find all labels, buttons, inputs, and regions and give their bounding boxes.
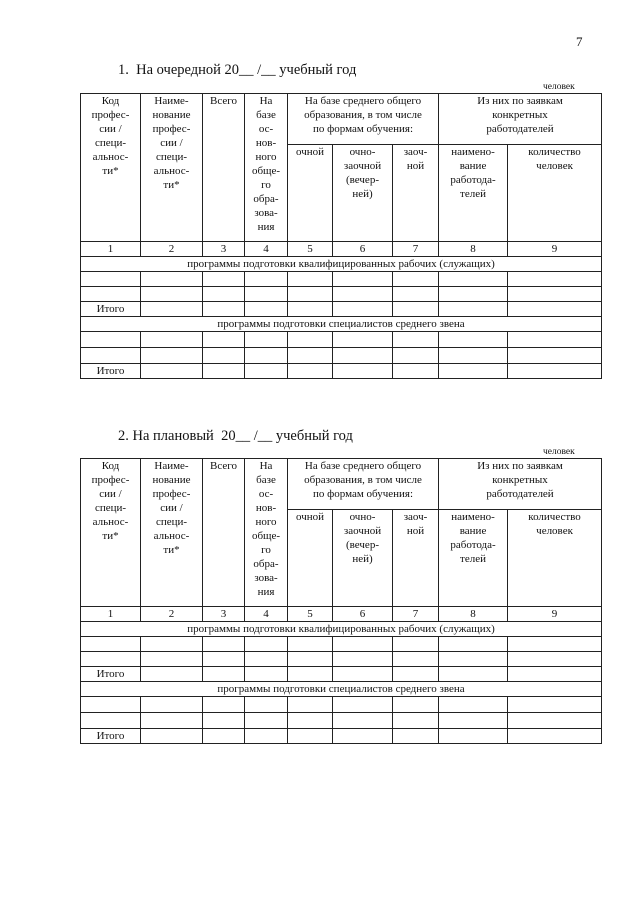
column-number: 1 <box>81 607 141 622</box>
header-text-line: наимено- <box>451 511 495 523</box>
section-1-table <box>80 93 602 379</box>
header-employer-requests <box>439 94 602 145</box>
header-text-line: альнос- <box>153 530 190 542</box>
header-text-line: человек <box>536 160 573 172</box>
programs-specialists-label: программы подготовки специалистов среднего звена <box>81 682 602 697</box>
header-text-line: образования, в том числе <box>304 109 422 121</box>
header-text-line: сии / <box>160 502 183 514</box>
header-text-line: работода- <box>450 539 496 551</box>
header-secondary-education <box>288 459 439 510</box>
header-text-line: образования, в том числе <box>304 474 422 486</box>
column-number: 5 <box>288 242 333 257</box>
header-text-line: профес- <box>152 123 191 135</box>
total-label: Итого <box>81 302 141 317</box>
header-employer-name <box>439 145 508 242</box>
header-text-line: вание <box>459 160 487 172</box>
programs-workers-label: программы подготовки квалифицированных рабочих (служащих) <box>81 622 602 637</box>
column-number: 6 <box>333 607 393 622</box>
header-text-line: ос- <box>258 123 274 135</box>
header-text-line: заочной <box>343 525 382 537</box>
header-text-line: вание <box>459 525 487 537</box>
header-text-line: зова- <box>254 207 278 219</box>
column-number: 2 <box>141 242 203 257</box>
header-text-line: нов- <box>255 502 277 514</box>
empty-row <box>81 287 602 302</box>
header-text-line: Код <box>101 95 120 107</box>
header-text-line: конкретных <box>492 109 548 121</box>
total-label: Итого <box>81 667 141 682</box>
header-employer-name <box>439 510 508 607</box>
header-text-line: го <box>261 179 271 191</box>
column-number: 2 <box>141 607 203 622</box>
header-text-line: работодателей <box>486 123 554 135</box>
header-fulltime: очной <box>288 510 333 607</box>
header-text-line: конкретных <box>492 474 548 486</box>
header-basic-education <box>245 94 288 242</box>
header-text-line: обще- <box>251 165 281 177</box>
header-employer-requests <box>439 459 602 510</box>
header-text-line: телей <box>460 553 486 565</box>
header-text-line: обра- <box>253 558 279 570</box>
header-secondary-education <box>288 94 439 145</box>
header-name <box>141 459 203 607</box>
empty-row <box>81 272 602 287</box>
header-text-line: заоч- <box>403 511 428 523</box>
header-text-line: На базе среднего общего <box>304 95 422 107</box>
column-number: 1 <box>81 242 141 257</box>
empty-row <box>81 348 602 364</box>
header-text-line: ния <box>257 221 275 233</box>
header-text-line: сии / <box>160 137 183 149</box>
header-employer-count <box>508 510 602 607</box>
column-number: 9 <box>508 607 602 622</box>
header-text-line: базе <box>256 109 276 121</box>
header-code <box>81 94 141 242</box>
header-text-line: работодателей <box>486 488 554 500</box>
header-text-line: профес- <box>152 488 191 500</box>
total-label: Итого <box>81 729 141 744</box>
header-text-line: (вечер- <box>346 174 379 186</box>
header-text-line: ти* <box>163 179 180 191</box>
column-number: 6 <box>333 242 393 257</box>
header-part-time <box>333 145 393 242</box>
header-text-line: го <box>261 544 271 556</box>
total-row <box>81 302 602 317</box>
header-text-line: ти* <box>102 530 119 542</box>
column-number: 9 <box>508 242 602 257</box>
section-2-title: 2. На плановый 20__ /__ учебный год <box>118 428 353 444</box>
header-text-line: ней) <box>352 188 373 200</box>
section-2-unit-label: человек <box>543 447 575 457</box>
header-text-line: нов- <box>255 137 277 149</box>
column-number: 3 <box>203 607 245 622</box>
header-text-line: по формам обучения: <box>312 123 414 135</box>
empty-row <box>81 652 602 667</box>
column-number: 4 <box>245 607 288 622</box>
column-number: 8 <box>439 607 508 622</box>
header-text-line: альнос- <box>92 151 129 163</box>
header-text-line: базе <box>256 474 276 486</box>
header-text-line: Наиме- <box>154 460 189 472</box>
header-text-line: телей <box>460 188 486 200</box>
header-text-line: На <box>259 95 273 107</box>
header-text-line: Из них по заявкам <box>477 460 563 472</box>
column-number: 8 <box>439 242 508 257</box>
column-number: 4 <box>245 242 288 257</box>
header-text-line: сии / <box>99 488 122 500</box>
header-text-line: Наиме- <box>154 95 189 107</box>
empty-row <box>81 332 602 348</box>
header-text-line: ния <box>257 586 275 598</box>
section-1-title: 1. На очередной 20__ /__ учебный год <box>118 62 357 78</box>
header-code <box>81 459 141 607</box>
header-text-line: ной <box>406 160 425 172</box>
header-text-line: ти* <box>102 165 119 177</box>
column-number-row <box>81 607 602 622</box>
header-text-line: зова- <box>254 572 278 584</box>
total-row <box>81 667 602 682</box>
header-text-line: нование <box>152 109 191 121</box>
column-number: 7 <box>393 607 439 622</box>
header-text-line: ной <box>406 525 425 537</box>
section-1-unit-label: человек <box>543 82 575 92</box>
header-text-line: человек <box>536 525 573 537</box>
header-text-line: работода- <box>450 174 496 186</box>
header-text-line: профес- <box>91 474 130 486</box>
header-text-line: по формам обучения: <box>312 488 414 500</box>
header-correspondence <box>393 510 439 607</box>
header-basic-education <box>245 459 288 607</box>
column-number: 3 <box>203 242 245 257</box>
programs-workers-label: программы подготовки квалифицированных рабочих (служащих) <box>81 257 602 272</box>
programs-specialists-label: программы подготовки специалистов среднего звена <box>81 317 602 332</box>
header-text-line: ного <box>255 516 277 528</box>
header-correspondence <box>393 145 439 242</box>
total-row <box>81 729 602 744</box>
header-text-line: количество <box>528 146 581 158</box>
header-text-line: специ- <box>155 151 188 163</box>
empty-row <box>81 697 602 713</box>
header-text-line: очно- <box>349 511 376 523</box>
header-text-line: альнос- <box>92 516 129 528</box>
column-number-row <box>81 242 602 257</box>
header-text-line: количество <box>528 511 581 523</box>
header-text-line: заочной <box>343 160 382 172</box>
header-text-line: На <box>259 460 273 472</box>
header-text-line: Код <box>101 460 120 472</box>
header-total: Всего <box>203 459 245 607</box>
header-text-line: обра- <box>253 193 279 205</box>
header-text-line: заоч- <box>403 146 428 158</box>
column-number: 5 <box>288 607 333 622</box>
total-row <box>81 364 602 379</box>
header-text-line: альнос- <box>153 165 190 177</box>
header-text-line: На базе среднего общего <box>304 460 422 472</box>
header-text-line: наимено- <box>451 146 495 158</box>
header-fulltime: очной <box>288 145 333 242</box>
header-text-line: ос- <box>258 488 274 500</box>
header-part-time <box>333 510 393 607</box>
header-text-line: специ- <box>155 516 188 528</box>
header-text-line: ного <box>255 151 277 163</box>
empty-row <box>81 713 602 729</box>
header-text-line: нование <box>152 474 191 486</box>
header-text-line: (вечер- <box>346 539 379 551</box>
header-employer-count <box>508 145 602 242</box>
header-name <box>141 94 203 242</box>
header-total: Всего <box>203 94 245 242</box>
section-2-table <box>80 458 602 744</box>
header-text-line: профес- <box>91 109 130 121</box>
header-text-line: специ- <box>94 137 127 149</box>
total-label: Итого <box>81 364 141 379</box>
header-text-line: Из них по заявкам <box>477 95 563 107</box>
empty-row <box>81 637 602 652</box>
header-text-line: специ- <box>94 502 127 514</box>
header-text-line: сии / <box>99 123 122 135</box>
header-text-line: очно- <box>349 146 376 158</box>
header-text-line: обще- <box>251 530 281 542</box>
column-number: 7 <box>393 242 439 257</box>
page-number: 7 <box>576 34 583 49</box>
header-text-line: ней) <box>352 553 373 565</box>
header-text-line: ти* <box>163 544 180 556</box>
